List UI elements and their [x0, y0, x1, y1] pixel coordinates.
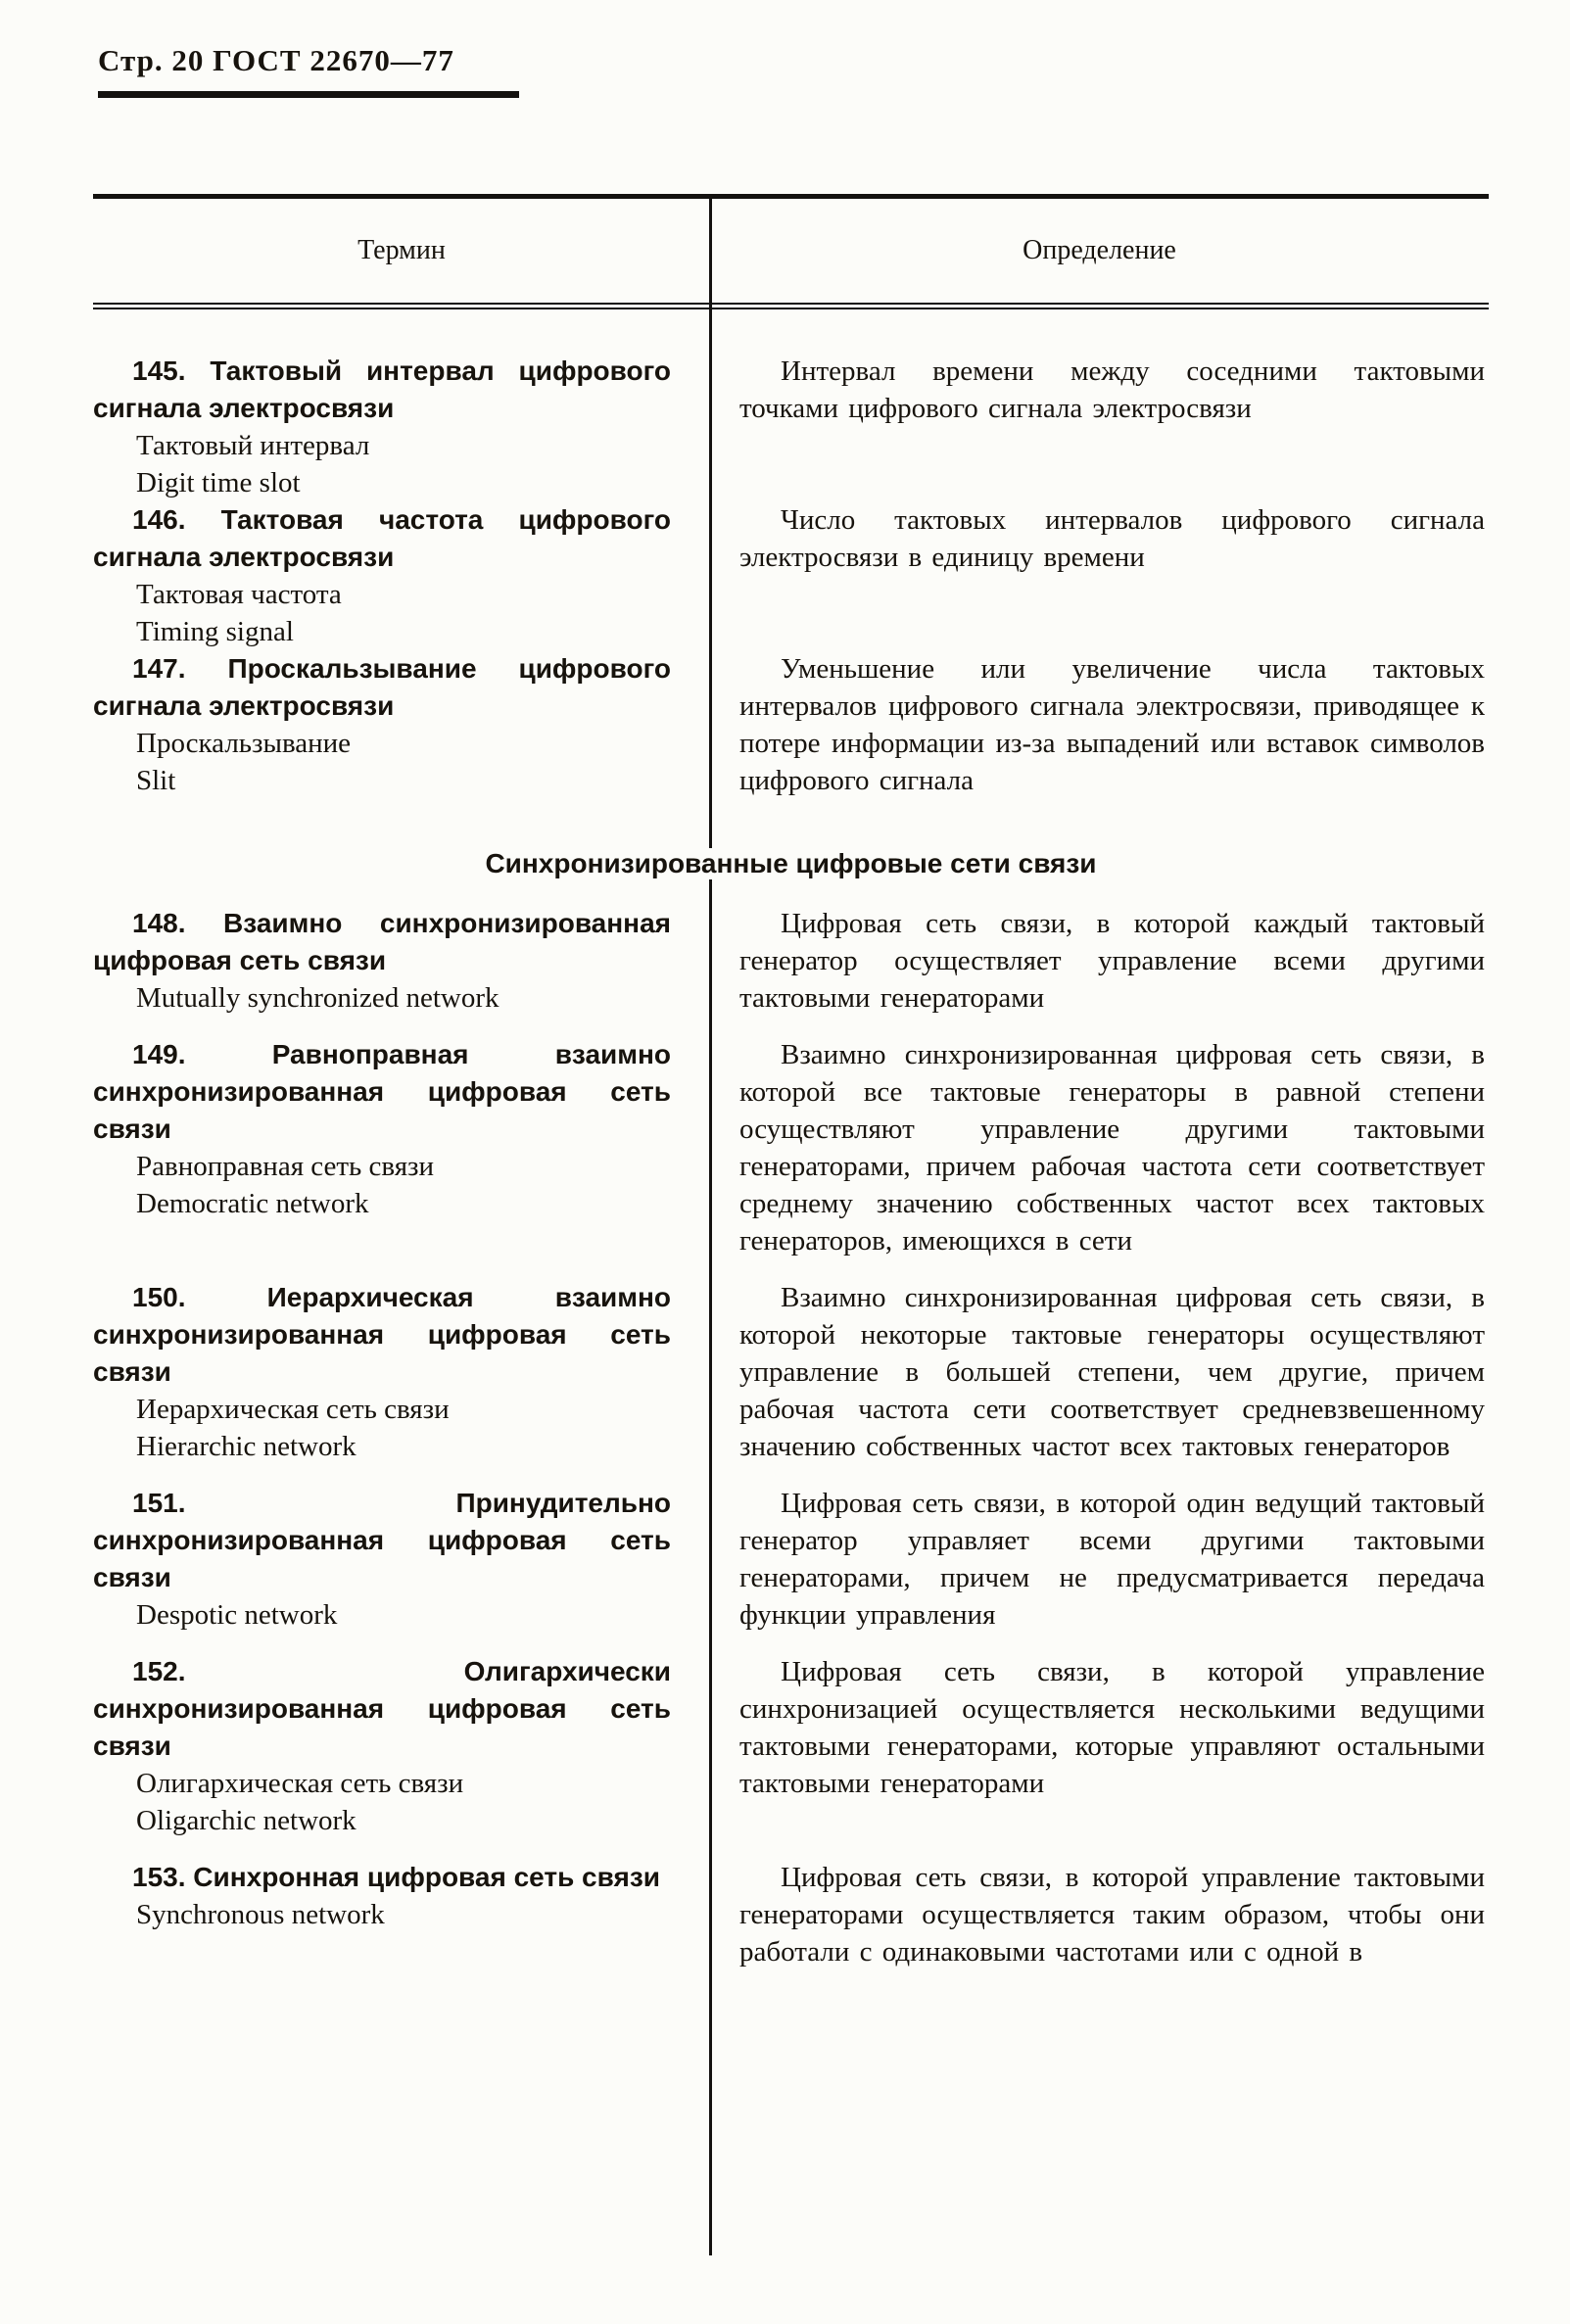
terms-table — [93, 194, 1489, 1970]
term-text: 152. Олигархически синхронизированная цифровая сеть связи — [93, 1656, 671, 1761]
definition-cell — [710, 501, 1489, 650]
term-text: 151. Принудительно синхронизированная цифровая сеть связи — [93, 1488, 671, 1592]
term-cell — [93, 905, 710, 1017]
term-synonym: Иерархическая сеть связи — [136, 1394, 450, 1425]
table-row-149 — [93, 1036, 1489, 1259]
definition-text: Цифровая сеть связи, в которой один ведущий тактовый генератор управляет всеми другими тактовыми генераторами, причем не предусматривается передача функции управления — [739, 1488, 1485, 1631]
term-synonym-en: Democratic network — [136, 1188, 369, 1219]
table-row-151 — [93, 1485, 1489, 1634]
definition-cell — [710, 1279, 1489, 1465]
term-synonym-en: Digit time slot — [136, 467, 301, 498]
definition-text: Интервал времени между соседними тактовыми точками цифрового сигнала электросвязи — [739, 356, 1485, 424]
term-cell — [93, 1653, 710, 1839]
definition-text: Взаимно синхронизированная цифровая сеть связи, в которой некоторые тактовые генераторы осуществляют управление в большей степени, чем другие, причем рабочая частота сети соответствует средневзвешенному значению собственных частот всех тактовых генераторов — [739, 1282, 1485, 1462]
term-text: 153. Синхронная цифровая сеть связи — [132, 1862, 660, 1892]
section-heading: Синхронизированные цифровые сети связи — [469, 848, 1112, 879]
definition-cell — [710, 353, 1489, 501]
term-text: 148. Взаимно синхронизированная цифровая сеть связи — [93, 908, 671, 975]
term-text: 150. Иерархическая взаимно синхронизированная цифровая сеть связи — [93, 1282, 671, 1387]
column-header-term: Термин — [357, 235, 446, 265]
term-cell — [93, 1859, 710, 1970]
table-row-148 — [93, 905, 1489, 1017]
definition-cell — [710, 905, 1489, 1017]
term-cell — [93, 353, 710, 501]
page-header-rule — [98, 91, 519, 98]
term-cell — [93, 501, 710, 650]
term-cell — [93, 1036, 710, 1259]
term-text: 147. Проскальзывание цифрового сигнала электросвязи — [93, 653, 671, 721]
table-row-150 — [93, 1279, 1489, 1465]
term-synonym-en: Timing signal — [136, 616, 294, 647]
definition-text: Цифровая сеть связи, в которой каждый тактовый генератор осуществляет управление всеми другими тактовыми генераторами — [739, 908, 1485, 1014]
definition-text: Взаимно синхронизированная цифровая сеть связи, в которой все тактовые генераторы в равной степени осуществляют управление другими тактовыми генераторами, причем рабочая частота сети соответствует среднему значению собственных частот всех тактовых генераторов, имеющихся в сети — [739, 1039, 1485, 1257]
definition-text: Уменьшение или увеличение числа тактовых интервалов цифрового сигнала электросвязи, приводящее к потере информации из-за выпадений или вставок символов цифрового сигнала — [739, 653, 1485, 796]
definition-text: Цифровая сеть связи, в которой управление синхронизацией осуществляется несколькими ведущими тактовыми генераторами, которые управляют остальными тактовыми генераторами — [739, 1656, 1485, 1799]
table-row-153 — [93, 1859, 1489, 1970]
term-cell — [93, 1279, 710, 1465]
term-text: 145. Тактовый интервал цифрового сигнала электросвязи — [93, 356, 671, 423]
term-synonym-en: Oligarchic network — [136, 1805, 357, 1836]
section-heading-row — [93, 848, 1489, 879]
term-synonym-en: Slit — [136, 765, 176, 796]
term-synonym: Проскальзывание — [136, 728, 352, 759]
definition-text: Цифровая сеть связи, в которой управление тактовыми генераторами осуществляется таким образом, чтобы они работали с одинаковыми частотами или с одной в — [739, 1862, 1485, 1968]
term-synonym: Равноправная сеть связи — [136, 1151, 435, 1182]
term-text: 146. Тактовая частота цифрового сигнала электросвязи — [93, 504, 671, 572]
definition-cell — [710, 1653, 1489, 1839]
term-synonym: Тактовый интервал — [136, 430, 370, 461]
term-text: 149. Равноправная взаимно синхронизированная цифровая сеть связи — [93, 1039, 671, 1144]
definition-cell — [710, 1485, 1489, 1634]
definition-text: Число тактовых интервалов цифрового сигнала электросвязи в единицу времени — [739, 504, 1485, 573]
column-divider — [709, 194, 712, 2255]
table-row-146 — [93, 501, 1489, 650]
definition-cell — [710, 650, 1489, 799]
table-row-145 — [93, 353, 1489, 501]
table-header-row — [93, 194, 1489, 309]
term-synonym-en: Synchronous network — [136, 1899, 385, 1930]
table-row-147 — [93, 650, 1489, 799]
term-synonym-en: Mutually synchronized network — [136, 982, 500, 1014]
term-cell — [93, 1485, 710, 1634]
table-body — [93, 309, 1489, 1970]
table-row-152 — [93, 1653, 1489, 1839]
term-synonym-en: Hierarchic network — [136, 1431, 357, 1462]
definition-cell — [710, 1036, 1489, 1259]
column-header-definition: Определение — [1023, 235, 1176, 265]
term-synonym: Тактовая частота — [136, 579, 342, 610]
term-synonym-en: Despotic network — [136, 1599, 338, 1631]
definition-cell — [710, 1859, 1489, 1970]
term-synonym: Олигархическая сеть связи — [136, 1768, 464, 1799]
page-header: Стр. 20 ГОСТ 22670—77 — [98, 43, 454, 77]
term-cell — [93, 650, 710, 799]
